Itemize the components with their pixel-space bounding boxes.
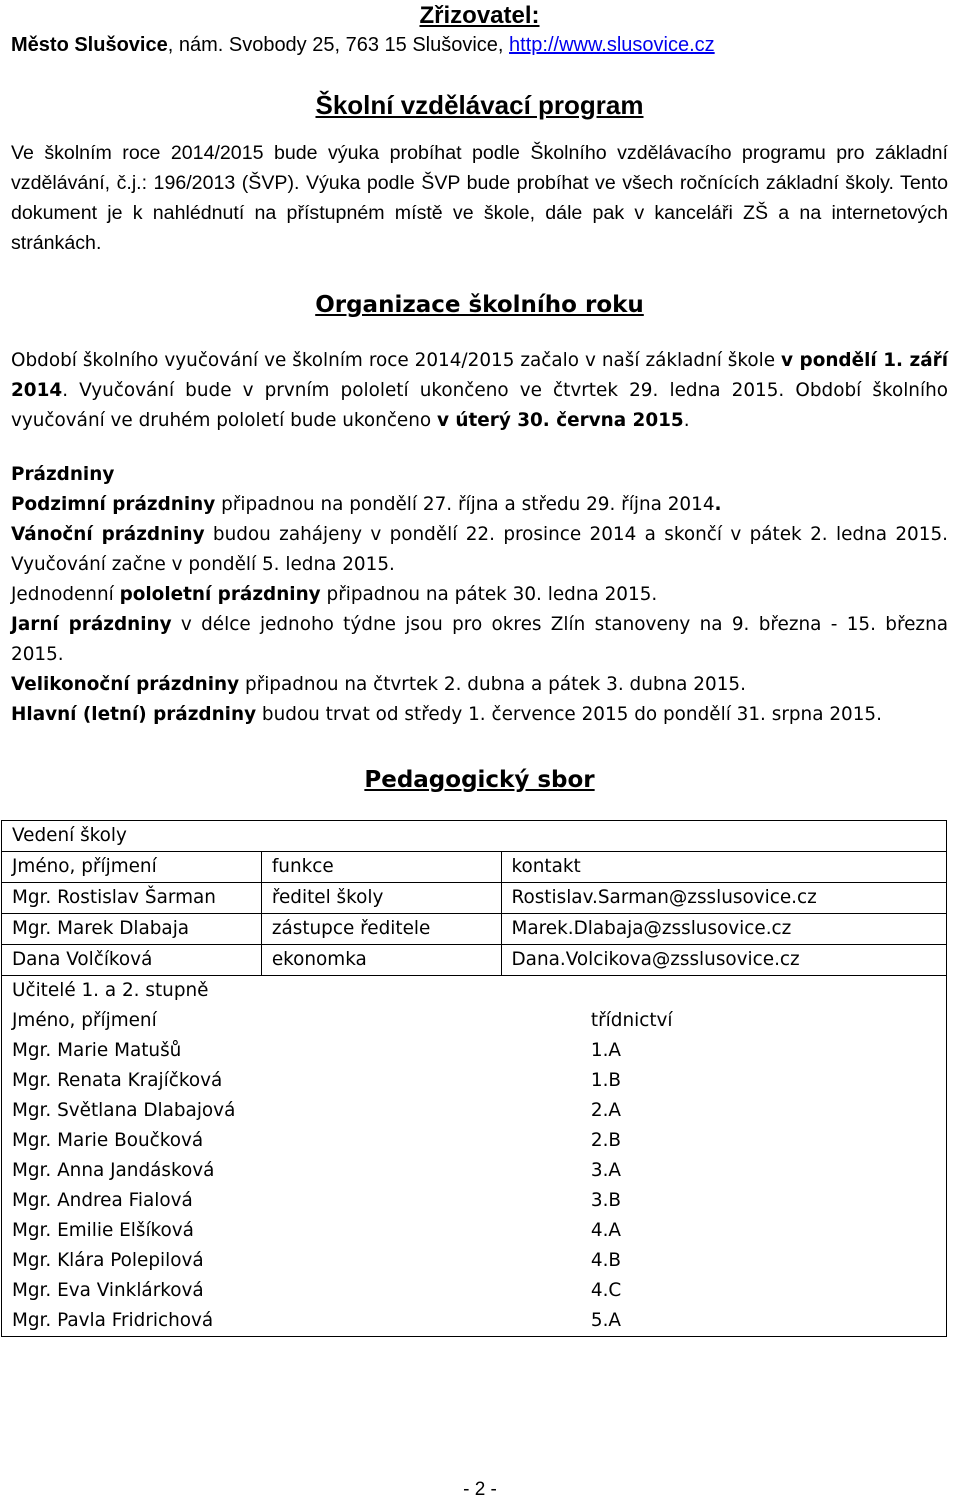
ucitel-name: Mgr. Marie Boučková [12, 1130, 204, 1151]
organizace-start-date: v pondělí 1. září 2014 [11, 350, 948, 401]
page-number: - 2 - [463, 1479, 497, 1500]
ucitel-class: 3.B [590, 1190, 622, 1211]
hlavni-line [11, 700, 948, 730]
organizace-end-date: v úterý 30. června 2015 [437, 410, 684, 431]
sbor-title: Pedagogický sbor [364, 767, 595, 793]
ucitel-name: Mgr. Klára Polepilová [12, 1250, 204, 1271]
vedeni-label: Vedení školy [12, 825, 127, 846]
ucitel-name: Mgr. Eva Vinklárková [12, 1280, 204, 1301]
podzimni-text: připadnou na pondělí 27. října a středu 29. října 2014 [215, 494, 715, 515]
ucitel-name: Mgr. Andrea Fialová [12, 1190, 193, 1211]
ucitel-name: Mgr. Renata Krajíčková [12, 1070, 223, 1091]
vedeni-function: ekonomka [261, 945, 501, 976]
ucitele-label: Učitelé 1. a 2. stupně [12, 980, 209, 1001]
jarni-text: v délce jednoho týdne jsou pro okres Zlín stanoveny na 9. března - 15. března 2015. [11, 614, 948, 665]
ucitel-name: Mgr. Anna Jandásková [12, 1160, 215, 1181]
vanocni-label: Vánoční prázdniny [11, 524, 205, 545]
vedeni-email: Marek.Dlabaja@zsslusovice.cz [501, 914, 946, 945]
vedeni-name: Mgr. Rostislav Šarman [2, 883, 262, 914]
ucitel-class: 1.A [590, 1040, 622, 1061]
ucitele-header-class: třídnictví [590, 1010, 673, 1031]
zrizovatel-address: , nám. Svobody 25, 763 15 Slušovice, [167, 34, 510, 56]
pololetni-prefix: Jednodenní [11, 584, 120, 605]
organizace-text-3: . Období školního vyučování ve druhém pololetí bude ukončeno [11, 380, 948, 431]
ucitel-class: 4.A [590, 1220, 622, 1241]
organizace-text-4: . [683, 410, 690, 431]
jarni-label: Jarní prázdniny [11, 614, 172, 635]
vedeni-label-row [2, 821, 947, 852]
zrizovatel-name: Město Slušovice [11, 34, 168, 56]
ucitel-name: Mgr. Pavla Fridrichová [12, 1310, 214, 1331]
zrizovatel-url-link[interactable]: http://www.slusovice.cz [509, 34, 715, 56]
ucitel-name: Mgr. Emilie Elšíková [12, 1220, 194, 1241]
staff-table [1, 820, 947, 1337]
organizace-text-1: Období školního vyučování ve školním roce 2014/2015 začalo v naší základní škole [11, 350, 782, 371]
velikonocni-label: Velikonoční prázdniny [11, 674, 240, 695]
velikonocni-text: připadnou na čtvrtek 2. dubna a pátek 3. dubna 2015. [239, 674, 746, 695]
svp-para-a: Ve školním roce 2014/2015 bude výuka probíhat podle Školního vzdělávacího programu pro základní vzdělávání, č.j.: 196/2013 (ŠVP). [11, 142, 948, 194]
table-row [2, 1216, 947, 1246]
ucitel-class: 2.B [590, 1130, 622, 1151]
ucitel-class: 3.A [590, 1160, 622, 1181]
table-row [2, 945, 947, 976]
vedeni-name: Mgr. Marek Dlabaja [2, 914, 262, 945]
podzimni-end: . [714, 494, 722, 515]
organizace-paragraph [11, 346, 948, 436]
podzimni-line [11, 490, 948, 520]
velikonocni-line [11, 670, 948, 700]
table-row [2, 1036, 947, 1066]
table-row [2, 914, 947, 945]
ucitel-class: 1.B [590, 1070, 622, 1091]
ucitel-name: Mgr. Světlana Dlabajová [12, 1100, 236, 1121]
pololetni-text: připadnou na pátek 30. ledna 2015. [320, 584, 658, 605]
vedeni-header-row [2, 852, 947, 883]
vedeni-name: Dana Volčíková [2, 945, 262, 976]
hlavni-label: Hlavní (letní) prázdniny [11, 704, 257, 725]
table-row [2, 1276, 947, 1306]
svp-paragraph [11, 138, 948, 258]
svp-para-b: Výuka podle ŠVP bude probíhat ve všech ročnících základní školy. Tento dokument je k nahlédnutí na přístupném místě ve škole, dále pak v kanceláři ZŠ a na internetových stránkách. [11, 172, 948, 254]
vedeni-function: zástupce ředitele [261, 914, 501, 945]
prazdniny-heading: Prázdniny [11, 464, 115, 485]
vedeni-function: ředitel školy [261, 883, 501, 914]
vedeni-header-contact: kontakt [501, 852, 946, 883]
table-row [2, 1126, 947, 1156]
ucitel-class: 5.A [590, 1310, 622, 1331]
prazdniny-section [11, 460, 948, 730]
ucitele-header-name: Jméno, příjmení [12, 1010, 157, 1031]
podzimni-label: Podzimní prázdniny [11, 494, 216, 515]
vedeni-header-function: funkce [261, 852, 501, 883]
ucitel-name: Mgr. Marie Matušů [12, 1040, 182, 1061]
zrizovatel-line [11, 30, 948, 60]
table-row [2, 1306, 947, 1337]
organizace-text-2: . Vyučování bude v prvním pololetí ukončeno ve čtvrtek 29. ledna 2015 [62, 380, 779, 401]
table-row [2, 1246, 947, 1276]
vanocni-line [11, 520, 948, 580]
jarni-line [11, 610, 948, 670]
organizace-title: Organizace školního roku [315, 292, 644, 318]
vedeni-email: Rostislav.Sarman@zsslusovice.cz [501, 883, 946, 914]
table-row [2, 1066, 947, 1096]
hlavni-text: budou trvat od středy 1. července 2015 do pondělí 31. srpna 2015. [256, 704, 882, 725]
ucitel-class: 4.C [590, 1280, 622, 1301]
vedeni-header-name: Jméno, příjmení [2, 852, 262, 883]
ucitele-header-row [2, 1006, 947, 1036]
document-page [11, 0, 948, 1337]
ucitele-label-row [2, 976, 947, 1007]
table-row [2, 1186, 947, 1216]
vedeni-email: Dana.Volcikova@zsslusovice.cz [501, 945, 946, 976]
vanocni-text: budou zahájeny v pondělí 22. prosince 2014 a skončí v pátek 2. ledna 2015. Vyučování začne v pondělí 5. ledna 2015. [11, 524, 948, 575]
table-row [2, 1096, 947, 1126]
zrizovatel-title: Zřizovatel: [419, 2, 540, 29]
table-row [2, 1156, 947, 1186]
ucitel-class: 4.B [590, 1250, 622, 1271]
pololetni-line [11, 580, 948, 610]
ucitel-class: 2.A [590, 1100, 622, 1121]
pololetni-label: pololetní prázdniny [119, 584, 321, 605]
table-row [2, 883, 947, 914]
svp-title: Školní vzdělávací program [315, 90, 644, 120]
